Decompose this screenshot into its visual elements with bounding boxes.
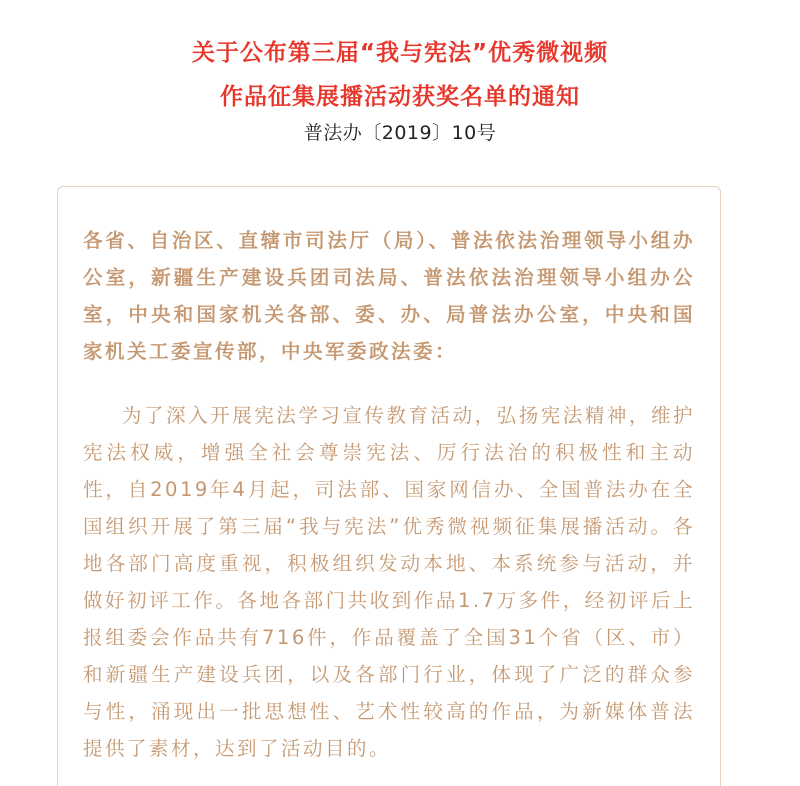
addressees-paragraph: 各省、自治区、直辖市司法厅（局）、普法依法治理领导小组办公室，新疆生产建设兵团司法局、普法依法治理领导小组办公室，中央和国家机关各部、委、办、局普法办公室，中央和国家机关工委宣传部，中央军委政法委： xyxy=(83,229,695,363)
document-number: 普法办〔2019〕10号 xyxy=(303,122,497,144)
notice-title-line-1: 关于公布第三届“我与宪法”优秀微视频 xyxy=(191,40,609,66)
notice-title-line-2: 作品征集展播活动获奖名单的通知 xyxy=(220,84,580,110)
body-paragraph: 为了深入开展宪法学习宣传教育活动，弘扬宪法精神，维护宪法权威，增强全社会尊崇宪法、厉行法治的积极性和主动性，自2019年4月起，司法部、国家网信办、全国普法办在全国组织开展了第三届“我与宪法”优秀微视频征集展播活动。各地各部门高度重视，积极组织发动本地、本系统参与活动，并做好初评工作。各地各部门共收到作品1.7万多件，经初评后上报组委会作品共有716件，作品覆盖了全国31个省（区、市）和新疆生产建设兵团，以及各部门行业，体现了广泛的群众参与性，涌现出一批思想性、艺术性较高的作品，为新媒体普法提供了素材，达到了活动目的。 xyxy=(83,404,695,760)
